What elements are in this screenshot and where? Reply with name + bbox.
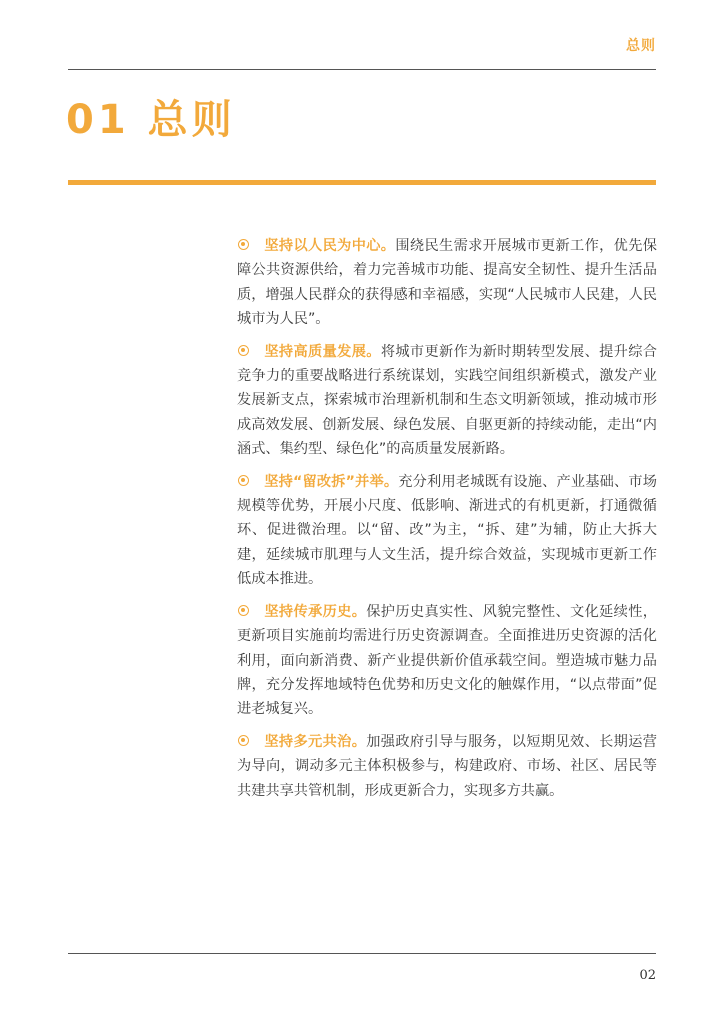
principle-text: 围绕民生需求开展城市更新工作，优先保障公共资源供给，着力完善城市功能、提高安全韧性、提升生活品质，增强人民群众的获得感和幸福感，实现“人民城市人民建，人民城市为人民”。	[237, 238, 657, 328]
principle-item	[237, 600, 657, 722]
principle-item	[237, 730, 657, 803]
page-number: 02	[639, 968, 656, 983]
principle-item	[237, 470, 657, 592]
target-bullet-icon	[238, 605, 249, 616]
principle-text: 加强政府引导与服务，以短期见效、长期运营为导向，调动多元主体积极参与，构建政府、市场、社区、居民等共建共享共管机制，形成更新合力，实现多方共赢。	[237, 733, 657, 799]
principle-text: 充分利用老城既有设施、产业基础、市场规模等优势，开展小尺度、低影响、渐进式的有机更新，打通微循环、促进微治理。以“留、改”为主，“拆、建”为辅，防止大拆大建，延续城市肌理与人文生活，提升综合效益，实现城市更新工作低成本推进。	[237, 473, 657, 588]
chapter-number: 01	[66, 97, 130, 143]
chapter-title-underline	[68, 180, 656, 185]
target-bullet-icon	[238, 239, 249, 250]
principle-lead: 坚持以人民为中心。	[264, 238, 396, 254]
principle-lead: 坚持“留改拆”并举。	[264, 473, 399, 490]
chapter-title-text: 总则	[147, 97, 236, 143]
principle-item	[237, 234, 657, 332]
principles-list	[237, 234, 657, 811]
principle-lead: 坚持多元共治。	[264, 733, 367, 750]
principle-lead: 坚持高质量发展。	[264, 343, 381, 360]
top-divider	[68, 69, 656, 70]
principle-text: 将城市更新作为新时期转型发展、提升综合竞争力的重要战略进行系统谋划，实践空间组织新模式，激发产业发展新支点，探索城市治理新机制和生态文明新领域，推动城市形成高效发展、创新发展、绿色发展、自驱更新的持续动能，走出“内涵式、集约型、绿色化”的高质量发展新路。	[237, 343, 657, 458]
target-bullet-icon	[238, 475, 249, 486]
target-bullet-icon	[238, 735, 249, 746]
bottom-divider	[68, 953, 656, 954]
principle-lead: 坚持传承历史。	[264, 603, 367, 620]
target-bullet-icon	[238, 345, 249, 356]
chapter-title	[66, 97, 236, 143]
principle-item	[237, 340, 657, 462]
principle-text: 保护历史真实性、风貌完整性、文化延续性，更新项目实施前均需进行历史资源调查。全面推进历史资源的活化利用，面向新消费、新产业提供新价值承载空间。塑造城市魅力品牌，充分发挥地域特色优势和历史文化的触媒作用，“以点带面”促进老城复兴。	[237, 603, 657, 718]
running-header-label: 总则	[626, 38, 656, 54]
